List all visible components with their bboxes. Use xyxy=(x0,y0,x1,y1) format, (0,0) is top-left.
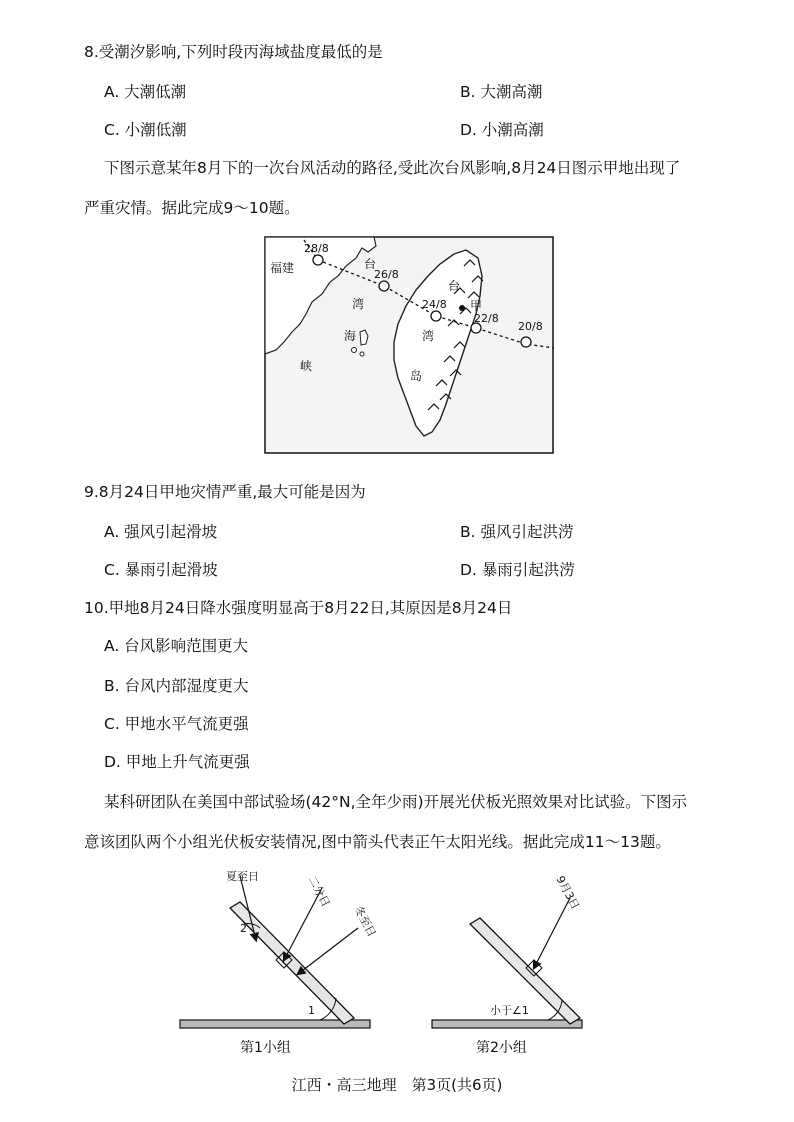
group1-panel xyxy=(230,902,354,1024)
label-island-2: 湾 xyxy=(422,329,435,343)
date-22-8: 22/8 xyxy=(474,312,499,325)
label-strait-4: 峡 xyxy=(300,359,313,373)
penghu-islet xyxy=(360,352,364,356)
date-28-8: 28/8 xyxy=(304,242,329,255)
label-island-3: 岛 xyxy=(410,369,423,383)
page-footer: 江西・高三地理 第3页(共6页) xyxy=(291,1076,503,1094)
solar-panel-diagram xyxy=(170,868,610,1068)
label-angle-1: 1 xyxy=(308,1004,315,1017)
q9-option-a[interactable]: A. 强风引起滑坡 xyxy=(104,523,218,541)
q8-option-b[interactable]: B. 大潮高潮 xyxy=(460,83,543,101)
track-point xyxy=(521,337,531,347)
penghu-islet xyxy=(352,348,357,353)
date-26-8: 26/8 xyxy=(374,268,399,281)
label-strait-1: 台 xyxy=(364,257,377,271)
q9-option-d[interactable]: D. 暴雨引起洪涝 xyxy=(460,561,575,579)
typhoon-map-svg xyxy=(264,236,554,454)
label-strait-3: 海 xyxy=(344,329,357,343)
q8-option-a[interactable]: A. 大潮低潮 xyxy=(104,83,187,101)
q8-option-c[interactable]: C. 小潮低潮 xyxy=(104,121,187,139)
track-point xyxy=(313,255,323,265)
q9-option-b[interactable]: B. 强风引起洪涝 xyxy=(460,523,574,541)
group2-caption: 第2小组 xyxy=(476,1040,527,1056)
q9-stem: 9.8月24日甲地灾情严重,最大可能是因为 xyxy=(84,483,366,501)
jia-location-dot xyxy=(459,305,465,311)
intro1-line1: 下图示意某年8月下的一次台风活动的路径,受此次台风影响,8月24日图示甲地出现了 xyxy=(104,159,681,177)
typhoon-map xyxy=(264,236,554,454)
q9-option-c[interactable]: C. 暴雨引起滑坡 xyxy=(104,561,218,579)
track-point xyxy=(431,311,441,321)
label-strait-2: 湾 xyxy=(352,297,365,311)
q8-stem: 8.受潮汐影响,下列时段丙海域盐度最低的是 xyxy=(84,43,383,61)
label-equinox: 二分日 xyxy=(305,873,333,910)
group1-diagram xyxy=(180,870,379,1056)
label-less-than-angle1: 小于∠1 xyxy=(490,1004,529,1017)
intro2-line2: 意该团队两个小组光伏板安装情况,图中箭头代表正午太阳光线。据此完成11～13题。 xyxy=(84,833,671,851)
group1-caption: 第1小组 xyxy=(240,1040,291,1056)
label-jia: 甲 xyxy=(470,299,483,313)
date-24-8: 24/8 xyxy=(422,298,447,311)
label-angle-2: 2 xyxy=(240,922,247,935)
q10-option-c[interactable]: C. 甲地水平气流更强 xyxy=(104,715,249,733)
label-winter-solstice: 冬至日 xyxy=(351,903,379,940)
q10-stem: 10.甲地8月24日降水强度明显高于8月22日,其原因是8月24日 xyxy=(84,599,513,617)
date-20-8: 20/8 xyxy=(518,320,543,333)
track-point xyxy=(379,281,389,291)
q8-option-d[interactable]: D. 小潮高潮 xyxy=(460,121,544,139)
label-fujian: 福建 xyxy=(270,261,295,275)
q10-option-d[interactable]: D. 甲地上升气流更强 xyxy=(104,753,250,771)
q10-option-b[interactable]: B. 台风内部湿度更大 xyxy=(104,677,249,695)
intro2-line1: 某科研团队在美国中部试验场(42°N,全年少雨)开展光伏板光照效果对比试验。下图示 xyxy=(104,793,688,811)
label-island-1: 台 xyxy=(448,279,461,293)
q10-option-a[interactable]: A. 台风影响范围更大 xyxy=(104,637,249,655)
solar-panel-svg xyxy=(170,868,610,1068)
label-summer-solstice: 夏至日 xyxy=(226,870,259,883)
group2-ground xyxy=(432,1020,582,1028)
group2-diagram xyxy=(432,874,582,1056)
intro1-line2: 严重灾情。据此完成9～10题。 xyxy=(84,199,300,217)
label-sept-3: 9月3日 xyxy=(553,873,582,912)
ray-winter-solstice xyxy=(298,928,358,974)
ray-sept-3 xyxy=(534,898,570,968)
